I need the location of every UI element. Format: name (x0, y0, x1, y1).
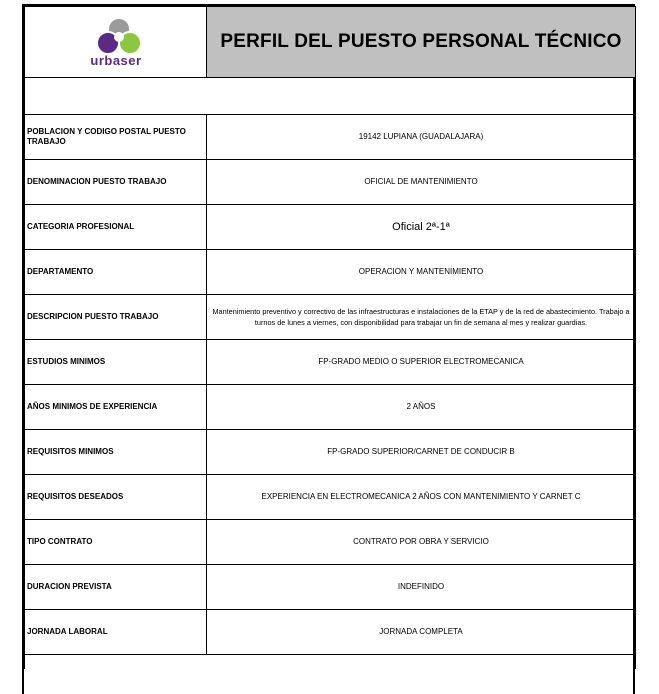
row-value: INDEFINIDO (207, 565, 636, 610)
row-label: CATEGORIA PROFESIONAL (25, 205, 207, 250)
row-value: FP-GRADO SUPERIOR/CARNET DE CONDUCIR B (207, 430, 636, 475)
brand-name: urbaser (90, 53, 142, 68)
row-value: EXPERIENCIA EN ELECTROMECANICA 2 AÑOS CON MANTENIMIENTO Y CARNET C (207, 475, 636, 520)
table-row (25, 295, 636, 340)
table-row (25, 340, 636, 385)
row-value: Mantenimiento preventivo y correctivo de las infraestructuras e instalaciones de la ETAP y de la red de abastecimiento. Trabajo a turnos de lunes a viernes, con disponibilidad para trabajar un fin de semana al mes y realizar guardias. (207, 295, 636, 340)
row-label: REQUISITOS MINIMOS (25, 430, 207, 475)
table-row (25, 520, 636, 565)
row-label: TIPO CONTRATO (25, 520, 207, 565)
row-value: OFICIAL DE MANTENIMIENTO (207, 160, 636, 205)
table-row (25, 475, 636, 520)
row-value: CONTRATO POR OBRA Y SERVICIO (207, 520, 636, 565)
row-label: REQUISITOS DESEADOS (25, 475, 207, 520)
row-label: DESCRIPCION PUESTO TRABAJO (25, 295, 207, 340)
table-row (25, 160, 636, 205)
row-value: FP-GRADO MEDIO O SUPERIOR ELECTROMECANICA (207, 340, 636, 385)
table-row (25, 430, 636, 475)
bottom-empty-row (25, 655, 636, 670)
row-value: 2 AÑOS (207, 385, 636, 430)
row-label: DURACION PREVISTA (25, 565, 207, 610)
page-title: PERFIL DEL PUESTO PERSONAL TÉCNICO (207, 7, 636, 78)
job-profile-table (24, 6, 636, 669)
table-row (25, 385, 636, 430)
table-row (25, 250, 636, 295)
row-value: Oficial 2ª-1ª (207, 205, 636, 250)
row-value: 19142 LUPIANA (GUADALAJARA) (207, 115, 636, 160)
job-profile-sheet (22, 4, 635, 694)
row-value: OPERACION Y MANTENIMIENTO (207, 250, 636, 295)
table-row (25, 115, 636, 160)
row-label: JORNADA LABORAL (25, 610, 207, 655)
row-label: DENOMINACION PUESTO TRABAJO (25, 160, 207, 205)
row-label: ESTUDIOS MINIMOS (25, 340, 207, 385)
row-label: DEPARTAMENTO (25, 250, 207, 295)
spacer-row (25, 78, 636, 115)
row-label: AÑOS MINIMOS DE EXPERIENCIA (25, 385, 207, 430)
spacer-cell (25, 78, 636, 115)
table-row (25, 205, 636, 250)
logo-cell (25, 7, 207, 78)
bottom-empty-cell (25, 655, 636, 670)
table-row (25, 610, 636, 655)
header-row (25, 7, 636, 78)
table-row (25, 565, 636, 610)
row-label: POBLACION Y CODIGO POSTAL PUESTO TRABAJO (25, 115, 207, 160)
row-value: JORNADA COMPLETA (207, 610, 636, 655)
